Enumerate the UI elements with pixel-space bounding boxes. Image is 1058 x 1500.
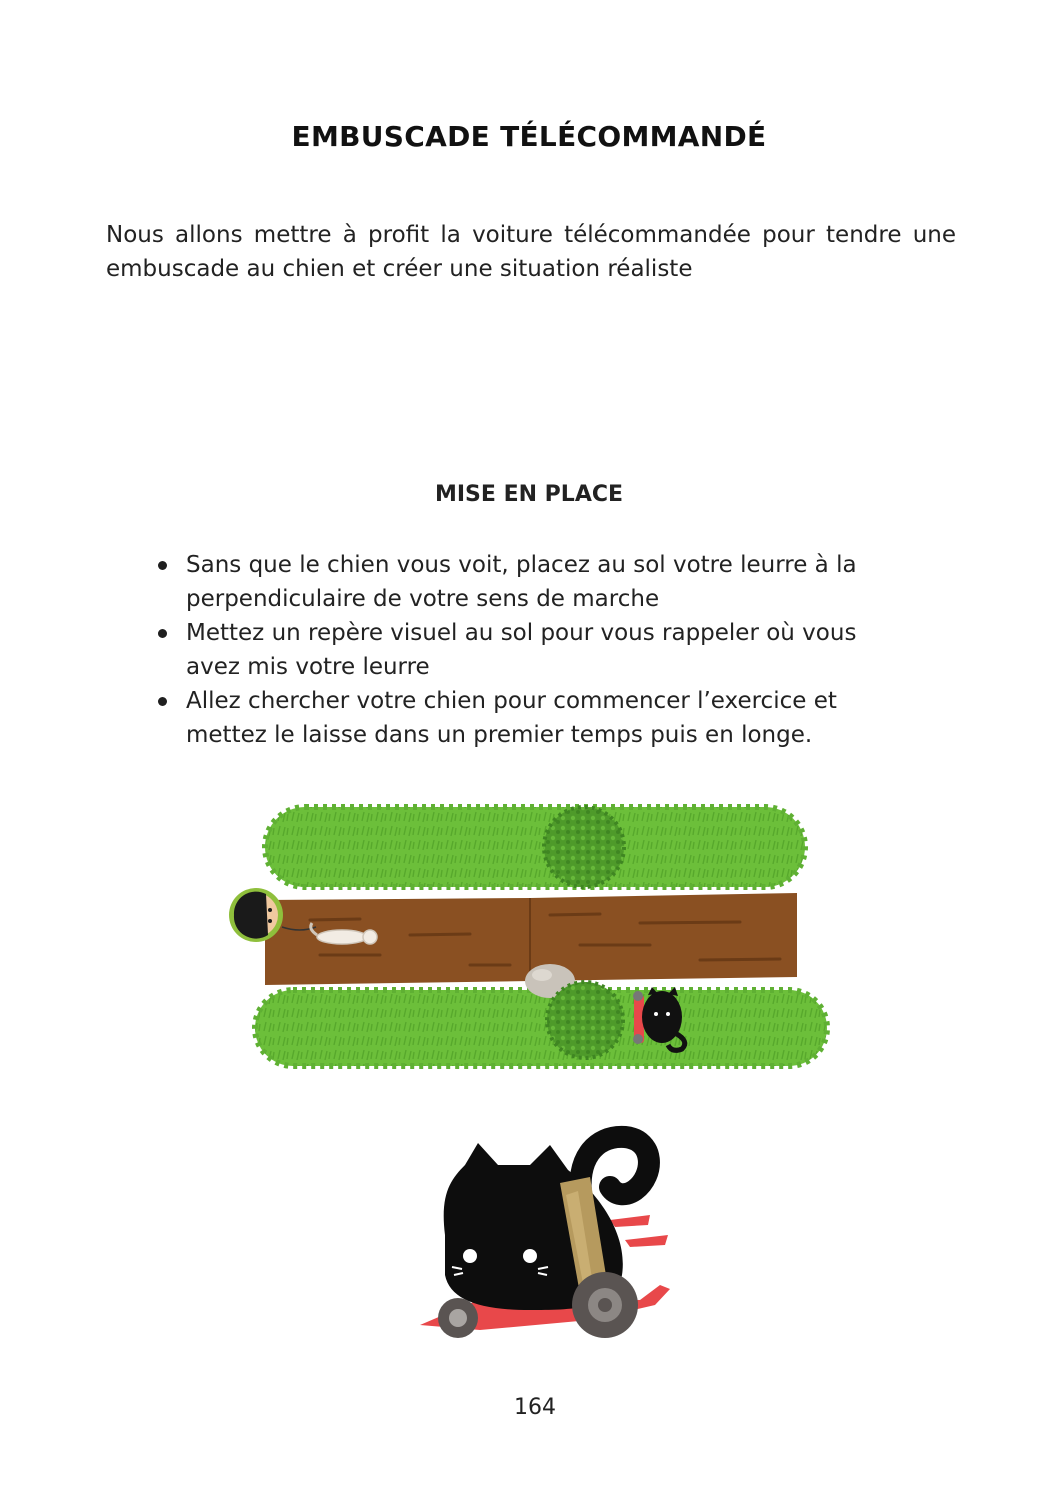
list-item: [186, 616, 906, 684]
page-title: EMBUSCADE TÉLÉCOMMANDÉ: [291, 120, 767, 153]
setup-steps-list: [186, 548, 906, 752]
bush-bottom-icon: [547, 982, 623, 1058]
bush-top-icon: [544, 807, 624, 887]
bullet-icon: [158, 561, 167, 570]
person-icon: [229, 888, 283, 942]
list-item: [186, 684, 906, 752]
grass-strip-top: [265, 807, 805, 887]
grass-strip-bottom: [255, 990, 827, 1066]
ambush-scene-illustration: [220, 795, 840, 1085]
bullet-icon: [158, 629, 167, 638]
list-item-text: Mettez un repère visuel au sol pour vous rappeler où vous avez mis votre leurre: [186, 620, 857, 680]
cat-on-rc-car-illustration: [410, 1125, 680, 1355]
bullet-icon: [158, 697, 167, 706]
section-title: MISE EN PLACE: [434, 482, 624, 507]
page-number: 164: [514, 1395, 556, 1420]
intro-paragraph: Nous allons mettre à profit la voiture télécommandée pour tendre une embuscade au chien et créer une situation réaliste: [106, 222, 956, 282]
list-item: [186, 548, 906, 616]
list-item-text: Sans que le chien vous voit, placez au sol votre leurre à la perpendiculaire de votre sens de marche: [186, 552, 857, 612]
list-item-text: Allez chercher votre chien pour commencer l’exercice et mettez le laisse dans un premier temps puis en longe.: [186, 688, 837, 748]
